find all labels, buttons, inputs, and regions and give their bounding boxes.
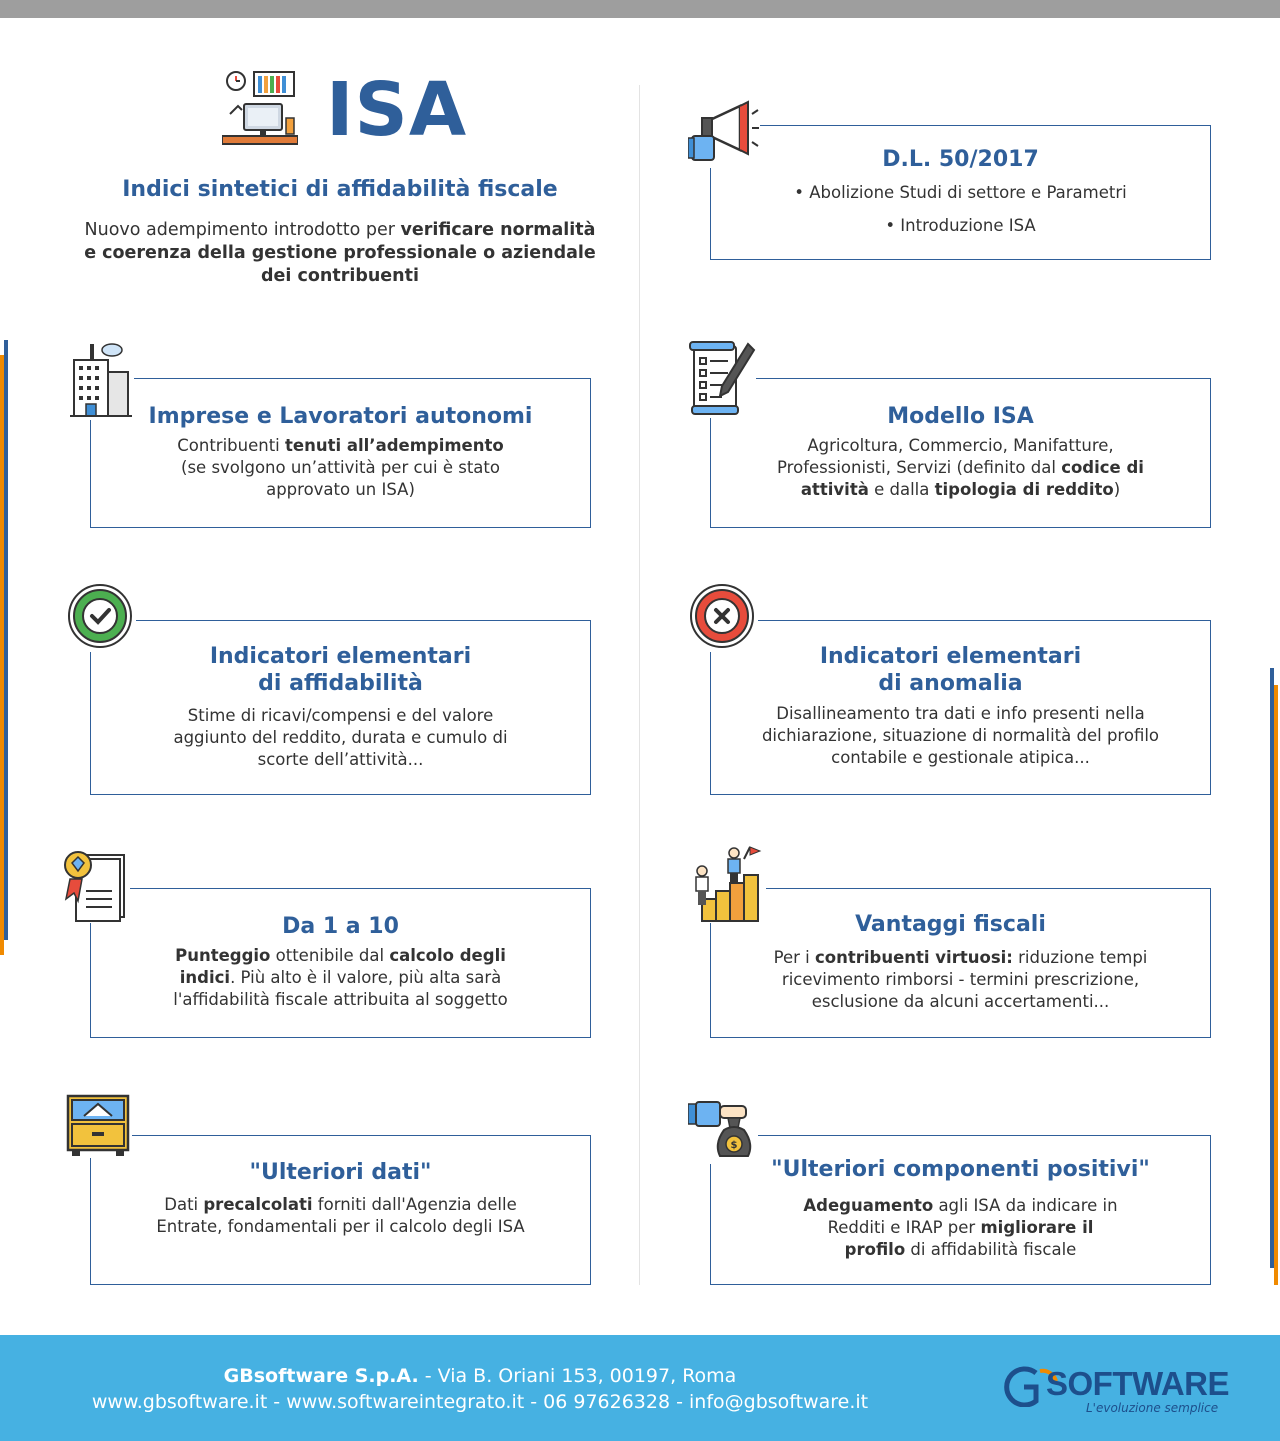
office-desk-icon xyxy=(222,70,298,146)
document-pen-icon xyxy=(688,340,756,418)
page-description: Nuovo adempimento introdotto per verificare normalità e coerenza della gestione professionale o aziendale dei contribuenti xyxy=(84,220,596,286)
card-title: Imprese e Lavoratori autonomi xyxy=(148,404,533,429)
cross-circle-icon xyxy=(688,582,758,652)
card-body: Per i contribuenti virtuosi: riduzione tempi ricevimento rimborsi - termini prescrizione, esclusione da alcuni accertamenti... xyxy=(773,948,1148,1011)
certificate-icon xyxy=(62,845,130,923)
card-indicatori-affidabilita xyxy=(90,620,591,795)
card-body: Agricoltura, Commercio, Manifatture, Professionisti, Servizi (definito dal codice di attività e dalla tipologia di reddito) xyxy=(777,436,1144,499)
right-accent-orange xyxy=(1274,685,1278,1285)
card-da-1-a-10 xyxy=(90,888,591,1038)
footer-contacts[interactable]: www.gbsoftware.it - www.softwareintegrato.it - 06 97626328 - info@gbsoftware.it xyxy=(91,1391,869,1413)
card-title: "Ulteriori dati" xyxy=(249,1160,432,1185)
card-body: Stime di ricavi/compensi e del valore aggiunto del reddito, durata e cumulo di scorte dell’attività... xyxy=(173,706,508,769)
card-title: Indicatori elementari di anomalia xyxy=(819,644,1082,696)
check-circle-icon xyxy=(66,582,136,652)
left-accent-blue xyxy=(4,340,8,940)
top-bar xyxy=(0,0,1280,18)
center-divider xyxy=(639,85,640,1285)
card-title: D.L. 50/2017 xyxy=(882,147,1039,172)
card-title: Vantaggi fiscali xyxy=(855,912,1046,937)
bullet-item: • Abolizione Studi di settore e Parametri xyxy=(794,183,1127,202)
page-title: ISA xyxy=(326,67,468,153)
building-icon xyxy=(68,338,134,420)
card-body: Punteggio ottenibile dal calcolo degli indici. Più alto è il valore, più alta sarà l'affidabilità fiscale attribuita al soggetto xyxy=(173,946,508,1009)
filing-drawer-icon xyxy=(64,1092,132,1158)
bullet-item: • Introduzione ISA xyxy=(885,216,1036,235)
megaphone-icon xyxy=(688,98,760,168)
logo-text: SOFTWARE xyxy=(1046,1365,1229,1402)
footer-address: GBsoftware S.p.A. - Via B. Oriani 153, 00197, Roma xyxy=(223,1365,737,1387)
svg-text:$: $ xyxy=(730,1140,738,1151)
card-modello-isa xyxy=(710,378,1211,528)
card-title: Modello ISA xyxy=(887,404,1034,429)
footer xyxy=(0,1335,1280,1441)
logo-tagline: L'evoluzione semplice xyxy=(1086,1401,1219,1415)
card-body: Adeguamento agli ISA da indicare in Redditi e IRAP per migliorare il profilo di affidabilità fiscale xyxy=(803,1196,1118,1259)
card-indicatori-anomalia xyxy=(710,620,1211,795)
card-title: Indicatori elementari di affidabilità xyxy=(209,644,472,696)
page-subtitle: Indici sintetici di affidabilità fiscale xyxy=(122,177,558,202)
card-ulteriori-dati xyxy=(90,1135,591,1285)
card-dl-50-2017 xyxy=(710,125,1211,260)
podium-people-icon xyxy=(688,845,766,923)
card-ulteriori-componenti xyxy=(710,1135,1211,1285)
card-vantaggi-fiscali xyxy=(710,888,1211,1038)
card-title: "Ulteriori componenti positivi" xyxy=(771,1157,1150,1182)
gbsoftware-logo xyxy=(1000,1363,1230,1423)
card-imprese-lavoratori xyxy=(90,378,591,528)
card-body: Disallineamento tra dati e info presenti nella dichiarazione, situazione di normalità del profilo contabile e gestionale atipica... xyxy=(761,704,1160,767)
card-body: Contribuenti tenuti all’adempimento (se svolgono un’attività per cui è stato approvato un ISA) xyxy=(177,436,504,499)
card-title: Da 1 a 10 xyxy=(282,914,399,939)
card-body: Dati precalcolati forniti dall'Agenzia delle Entrate, fondamentali per il calcolo degli ISA xyxy=(156,1195,525,1236)
money-bag-hand-icon xyxy=(688,1092,758,1164)
